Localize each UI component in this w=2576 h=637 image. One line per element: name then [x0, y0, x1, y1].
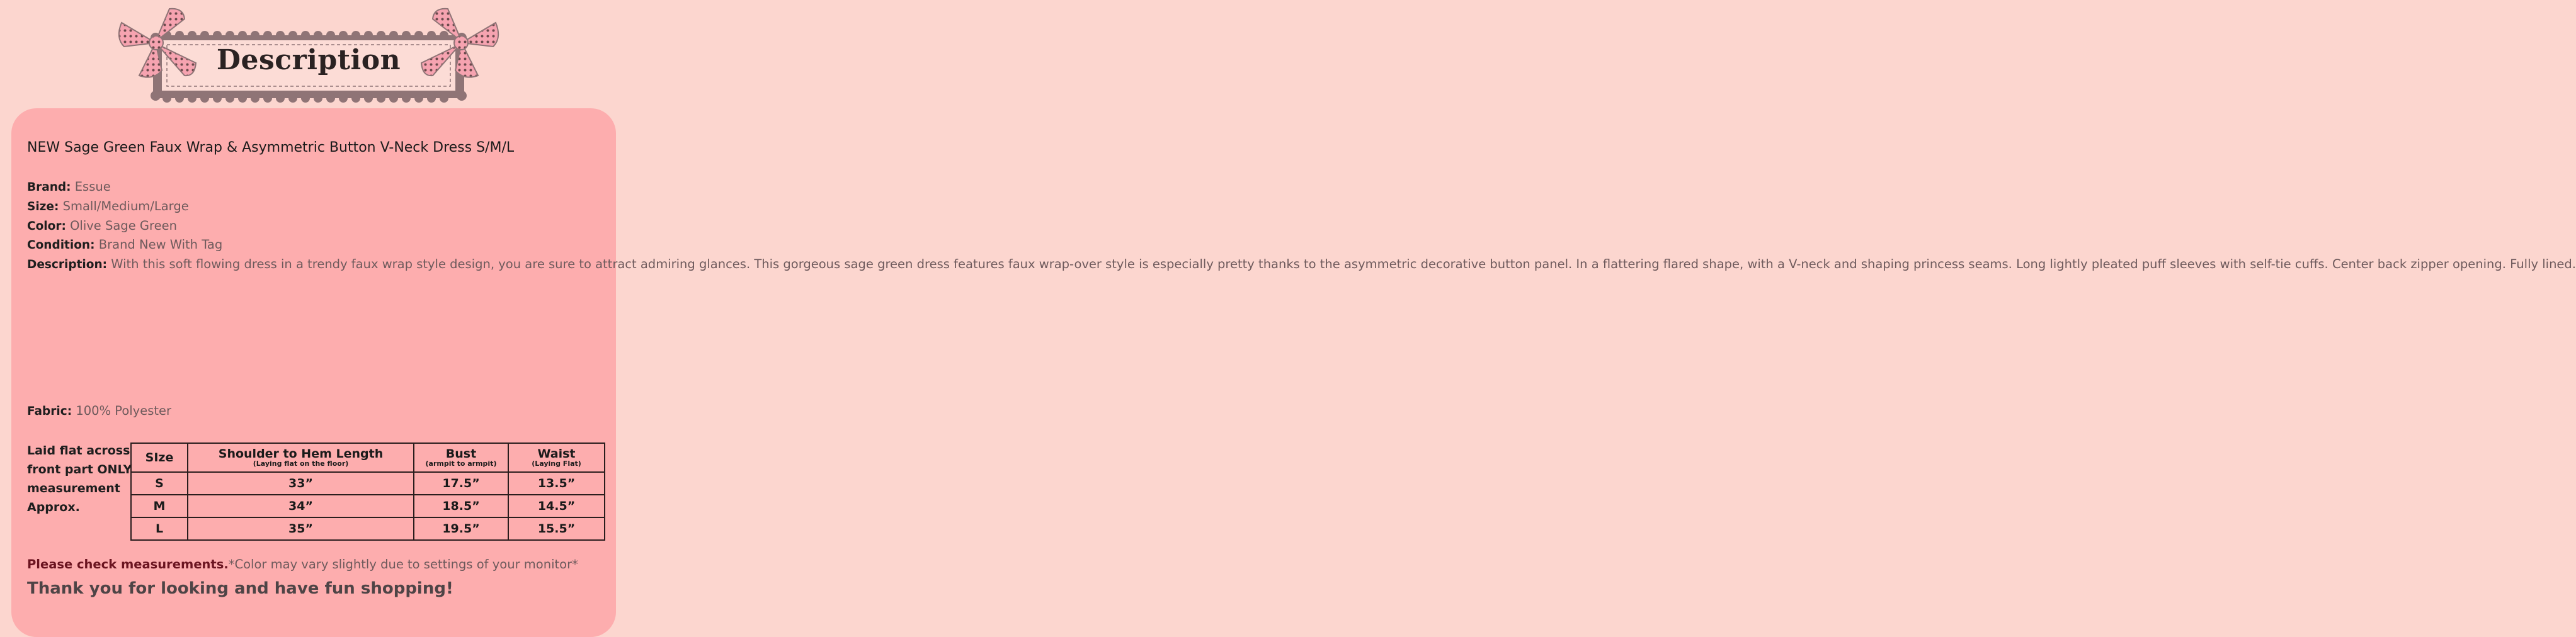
- table-cell: 35”: [188, 517, 414, 540]
- detail-label: Brand:: [27, 181, 71, 194]
- description-banner: [117, 5, 501, 104]
- column-header-label: Waist: [537, 447, 576, 461]
- thank-you-message: Thank you for looking and have fun shopping!: [27, 579, 453, 598]
- detail-label: Size:: [27, 200, 59, 213]
- fabric-value: 100% Polyester: [76, 403, 172, 418]
- table-cell: 19.5”: [414, 517, 508, 540]
- banner-title: Description: [216, 44, 401, 76]
- measurement-note: Laid flat across front part ONLY measurement Approx.: [27, 444, 132, 514]
- detail-size: [27, 197, 610, 217]
- table-cell: S: [131, 472, 188, 495]
- column-header-sub: (armpit to armpit): [425, 459, 497, 468]
- detail-value: With this soft flowing dress in a trendy faux wrap style design, you are sure to attract admiring glances. This gorgeous sage green dress features faux wrap-over style is especially pretty thanks to the asymmetric decorative button panel. In a flattering flared shape, with a V-neck and shaping princess seams. Long lightly pleated puff sleeves with self-tie cuffs. Center back zipper opening. Fully lined.: [111, 257, 2576, 272]
- measurement-warning: [27, 557, 578, 572]
- detail-condition: [27, 235, 610, 255]
- detail-value: Essue: [74, 179, 111, 194]
- column-header-size: [131, 443, 188, 472]
- table-cell: M: [131, 495, 188, 517]
- fabric-line: [27, 403, 171, 418]
- table-cell: 13.5”: [508, 472, 605, 495]
- table-cell: 17.5”: [414, 472, 508, 495]
- table-cell: 14.5”: [508, 495, 605, 517]
- table-cell: 15.5”: [508, 517, 605, 540]
- table-cell: 34”: [188, 495, 414, 517]
- fabric-label: Fabric:: [27, 405, 72, 418]
- table-row: [131, 495, 605, 517]
- column-header-label: Shoulder to Hem Length: [218, 447, 384, 461]
- detail-value: Olive Sage Green: [70, 218, 177, 233]
- detail-value: Small/Medium/Large: [62, 198, 189, 213]
- column-header-sub: (Laying Flat): [532, 459, 581, 468]
- column-header-label: Bust: [445, 447, 477, 461]
- measurement-table: [130, 443, 605, 541]
- table-cell: 33”: [188, 472, 414, 495]
- color-note: *Color may vary slightly due to settings of your monitor*: [228, 557, 578, 572]
- column-header-label: SIze: [145, 451, 174, 465]
- detail-label: Description:: [27, 258, 108, 272]
- product-details: [27, 178, 2576, 274]
- table-cell: L: [131, 517, 188, 540]
- detail-brand: [27, 178, 610, 197]
- detail-color: [27, 217, 610, 236]
- table-cell: 18.5”: [414, 495, 508, 517]
- column-header-bust: [414, 443, 508, 472]
- detail-description: [27, 255, 2576, 274]
- column-header-waist: [508, 443, 605, 472]
- warning-text: Please check measurements.: [27, 557, 229, 572]
- table-row: [131, 517, 605, 540]
- table-row: [131, 472, 605, 495]
- detail-label: Condition:: [27, 239, 95, 252]
- detail-value: Brand New With Tag: [98, 237, 223, 252]
- table-header-row: [131, 443, 605, 472]
- column-header-sub: (Laying flat on the floor): [253, 459, 349, 468]
- product-title: NEW Sage Green Faux Wrap & Asymmetric Button V-Neck Dress S/M/L: [27, 140, 515, 155]
- column-header-length: [188, 443, 414, 472]
- detail-label: Color:: [27, 219, 66, 233]
